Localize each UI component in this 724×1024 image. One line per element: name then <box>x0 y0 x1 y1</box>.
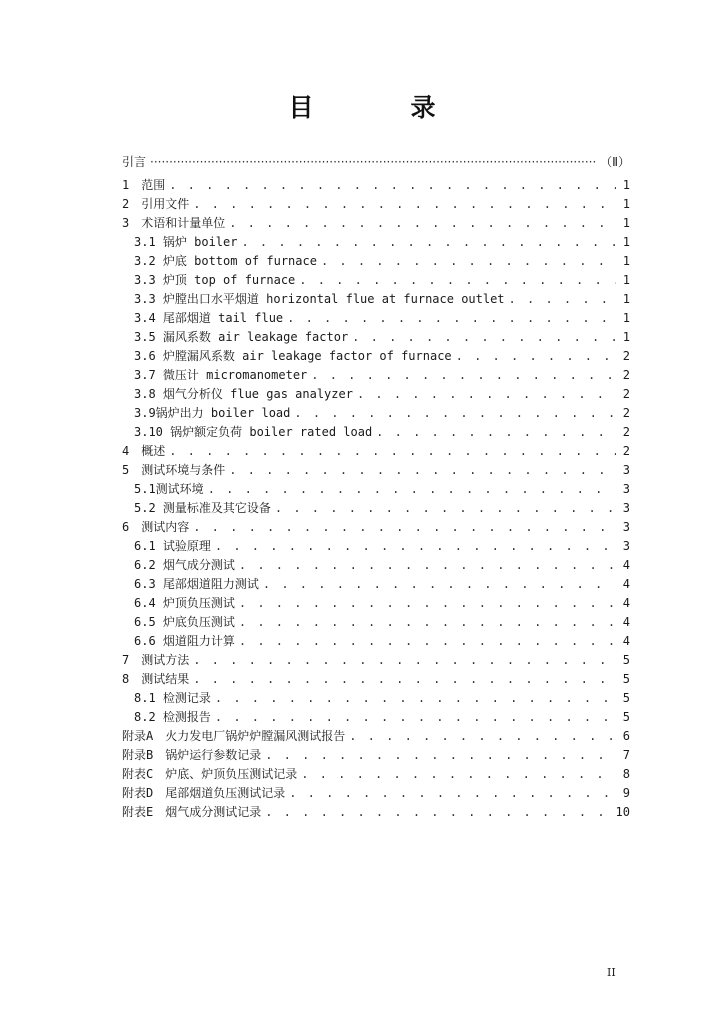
toc-entry-label: 1 范围 <box>122 178 166 192</box>
toc-entry-page: 1 <box>622 197 630 211</box>
toc-entry[interactable] <box>122 347 630 366</box>
toc-dot-leader <box>352 328 616 347</box>
toc-entry-page: 1 <box>622 254 630 268</box>
toc-dot-leader <box>301 765 616 784</box>
toc-entry-page: 1 <box>622 235 630 249</box>
toc-entry-label: 3.7 微压计 micromanometer <box>134 368 308 382</box>
toc-entry-page: 10 <box>615 805 630 819</box>
toc-entry-page: 3 <box>622 520 630 534</box>
toc-entry-page: 2 <box>622 387 630 401</box>
toc-entry-page: 4 <box>622 558 630 572</box>
toc-entry-label: 3.3 炉膛出口水平烟道 horizontal flue at furnace outlet <box>134 292 505 306</box>
toc-entry-label: 7 测试方法 <box>122 653 190 667</box>
toc-entry-label: 3 术语和计量单位 <box>122 216 226 230</box>
toc-entry[interactable] <box>122 461 630 480</box>
toc-entry-page: 3 <box>622 539 630 553</box>
toc-entry-label: 6.5 炉底负压测试 <box>134 615 235 629</box>
toc-entry-page: 3 <box>622 463 630 477</box>
toc-entry[interactable] <box>122 537 630 556</box>
toc-entry[interactable] <box>122 803 630 822</box>
toc-entry-page: （Ⅱ） <box>600 155 630 169</box>
toc-entry-label: 5.1测试环境 <box>134 482 204 496</box>
toc-entry-label: 3.8 烟气分析仪 flue gas analyzer <box>134 387 353 401</box>
toc-entry[interactable] <box>122 404 630 423</box>
toc-dot-leader <box>289 784 616 803</box>
toc-entry[interactable] <box>122 195 630 214</box>
toc-entry-label: 5.2 测量标准及其它设备 <box>134 501 271 515</box>
toc-dot-leader <box>294 404 616 423</box>
toc-dot-leader <box>241 233 616 252</box>
toc-entry[interactable] <box>122 651 630 670</box>
toc-entry-page: 9 <box>622 786 630 800</box>
toc-entry-page: 2 <box>622 368 630 382</box>
toc-entry-label: 5 测试环境与条件 <box>122 463 226 477</box>
toc-entry-label: 3.5 漏风系数 air leakage factor <box>134 330 349 344</box>
toc-entry-page: 4 <box>622 596 630 610</box>
toc-dot-leader <box>239 632 616 651</box>
toc-entry[interactable] <box>122 784 630 803</box>
toc-entry-page: 5 <box>622 653 630 667</box>
toc-dot-leader <box>456 347 616 366</box>
toc-dot-leader <box>215 708 616 727</box>
toc-entry-page: 3 <box>622 501 630 515</box>
toc-dot-leader <box>287 309 616 328</box>
toc-entry-page: 2 <box>622 425 630 439</box>
toc-entry-page: 4 <box>622 634 630 648</box>
toc-entry[interactable] <box>122 727 630 746</box>
toc-entry-label: 6.6 烟道阻力计算 <box>134 634 235 648</box>
toc-entry[interactable] <box>122 290 630 309</box>
toc-entry-page: 5 <box>622 710 630 724</box>
toc-entry-page: 2 <box>622 444 630 458</box>
toc-entry-label: 3.4 尾部烟道 tail flue <box>134 311 284 325</box>
toc-dot-leader <box>193 518 616 537</box>
toc-dot-leader <box>169 176 616 195</box>
toc-entry[interactable] <box>122 328 630 347</box>
toc-entry[interactable] <box>122 214 630 233</box>
toc-entry-label: 3.3 炉顶 top of furnace <box>134 273 296 287</box>
toc-entry-label: 附表D 尾部烟道负压测试记录 <box>122 786 286 800</box>
toc-entry-label: 3.1 锅炉 boiler <box>134 235 238 249</box>
toc-entry[interactable] <box>122 271 630 290</box>
toc-dot-leader <box>193 651 616 670</box>
toc-entry[interactable] <box>122 480 630 499</box>
toc-entry-page: 2 <box>622 349 630 363</box>
toc-dot-leader <box>357 385 616 404</box>
toc-entry-page: 4 <box>622 615 630 629</box>
toc-entry-page: 7 <box>622 748 630 762</box>
toc-dot-leader <box>239 594 616 613</box>
toc-dot-leader <box>265 746 616 765</box>
toc-entry-label: 附录B 锅炉运行参数记录 <box>122 748 262 762</box>
toc-entry[interactable] <box>122 233 630 252</box>
toc-entry-label: 附表E 烟气成分测试记录 <box>122 805 262 819</box>
toc-entry-page: 8 <box>622 767 630 781</box>
toc-dot-leader <box>376 423 616 442</box>
toc-entry-page: 1 <box>622 292 630 306</box>
toc-entry-label: 8 测试结果 <box>122 672 190 686</box>
toc-dot-leader <box>239 613 616 632</box>
toc-entry[interactable] <box>122 670 630 689</box>
toc-dot-leader <box>311 366 616 385</box>
page-number: II <box>607 966 616 979</box>
toc-entry-label: 6.3 尾部烟道阻力测试 <box>134 577 259 591</box>
toc-entry[interactable] <box>122 708 630 727</box>
toc-entry-page: 5 <box>622 691 630 705</box>
toc-entry-label: 6 测试内容 <box>122 520 190 534</box>
toc-entry[interactable] <box>122 309 630 328</box>
toc-dot-leader <box>229 461 616 480</box>
toc-entry-label: 3.9锅炉出力 boiler load <box>134 406 291 420</box>
toc-entry[interactable] <box>122 765 630 784</box>
toc-entry[interactable] <box>122 176 630 195</box>
toc-entry[interactable] <box>122 442 630 461</box>
toc-dot-leader <box>215 689 616 708</box>
toc-dot-leader <box>193 670 616 689</box>
toc-entry[interactable] <box>122 366 630 385</box>
toc-entry-label: 3.2 炉底 bottom of furnace <box>134 254 317 268</box>
page-title: 目 录 <box>288 93 472 122</box>
toc-entry-label: 4 概述 <box>122 444 166 458</box>
toc-entry-page: 1 <box>622 311 630 325</box>
toc-dot-leader <box>193 195 616 214</box>
toc-dot-leader <box>509 290 616 309</box>
toc-dot-leader <box>239 556 616 575</box>
toc-entry-label: 6.4 炉顶负压测试 <box>134 596 235 610</box>
toc-entry[interactable] <box>122 632 630 651</box>
toc-entry-label: 3.10 锅炉额定负荷 boiler rated load <box>134 425 373 439</box>
toc-entry[interactable] <box>122 613 630 632</box>
toc-dot-leader <box>263 575 616 594</box>
toc-entry-label: 2 引用文件 <box>122 197 190 211</box>
toc-dot-leader <box>349 727 616 746</box>
toc-dot-leader <box>169 442 616 461</box>
toc-entry[interactable] <box>122 499 630 518</box>
toc-entry-label: 附表C 炉底、炉顶负压测试记录 <box>122 767 298 781</box>
toc-entry[interactable] <box>122 594 630 613</box>
toc-dot-leader <box>275 499 616 518</box>
toc-dot-leader <box>215 537 616 556</box>
toc-dot-leader <box>208 480 616 499</box>
toc-entry-page: 1 <box>622 330 630 344</box>
toc-entry-page: 5 <box>622 672 630 686</box>
toc-entry-label: 8.2 检测报告 <box>134 710 211 724</box>
toc-entry-label: 3.6 炉膛漏风系数 air leakage factor of furnace <box>134 349 452 363</box>
toc-dot-leader <box>229 214 616 233</box>
toc-entry[interactable] <box>122 689 630 708</box>
toc-entry[interactable] <box>122 746 630 765</box>
toc-entry-label: 6.1 试验原理 <box>134 539 211 553</box>
toc-entry-page: 2 <box>622 406 630 420</box>
table-of-contents <box>122 153 630 822</box>
toc-entry-page: 3 <box>622 482 630 496</box>
toc-entry-label: 6.2 烟气成分测试 <box>134 558 235 572</box>
toc-entry-label: 引言 <box>122 155 147 169</box>
toc-entry[interactable] <box>122 575 630 594</box>
toc-entry[interactable] <box>122 153 630 172</box>
toc-entry-label: 附录A 火力发电厂锅炉炉膛漏风测试报告 <box>122 729 346 743</box>
toc-entry-page: 1 <box>622 216 630 230</box>
toc-dot-leader <box>265 803 611 822</box>
toc-entry[interactable] <box>122 556 630 575</box>
toc-entry-page: 4 <box>622 577 630 591</box>
toc-entry[interactable] <box>122 385 630 404</box>
toc-entry-page: 6 <box>622 729 630 743</box>
toc-dot-leader <box>299 271 616 290</box>
toc-entry-page: 1 <box>622 273 630 287</box>
toc-dot-leader <box>150 153 596 172</box>
toc-entry[interactable] <box>122 423 630 442</box>
toc-entry[interactable] <box>122 252 630 271</box>
toc-dot-leader <box>321 252 616 271</box>
toc-entry[interactable] <box>122 518 630 537</box>
toc-entry-page: 1 <box>622 178 630 192</box>
toc-entry-label: 8.1 检测记录 <box>134 691 211 705</box>
